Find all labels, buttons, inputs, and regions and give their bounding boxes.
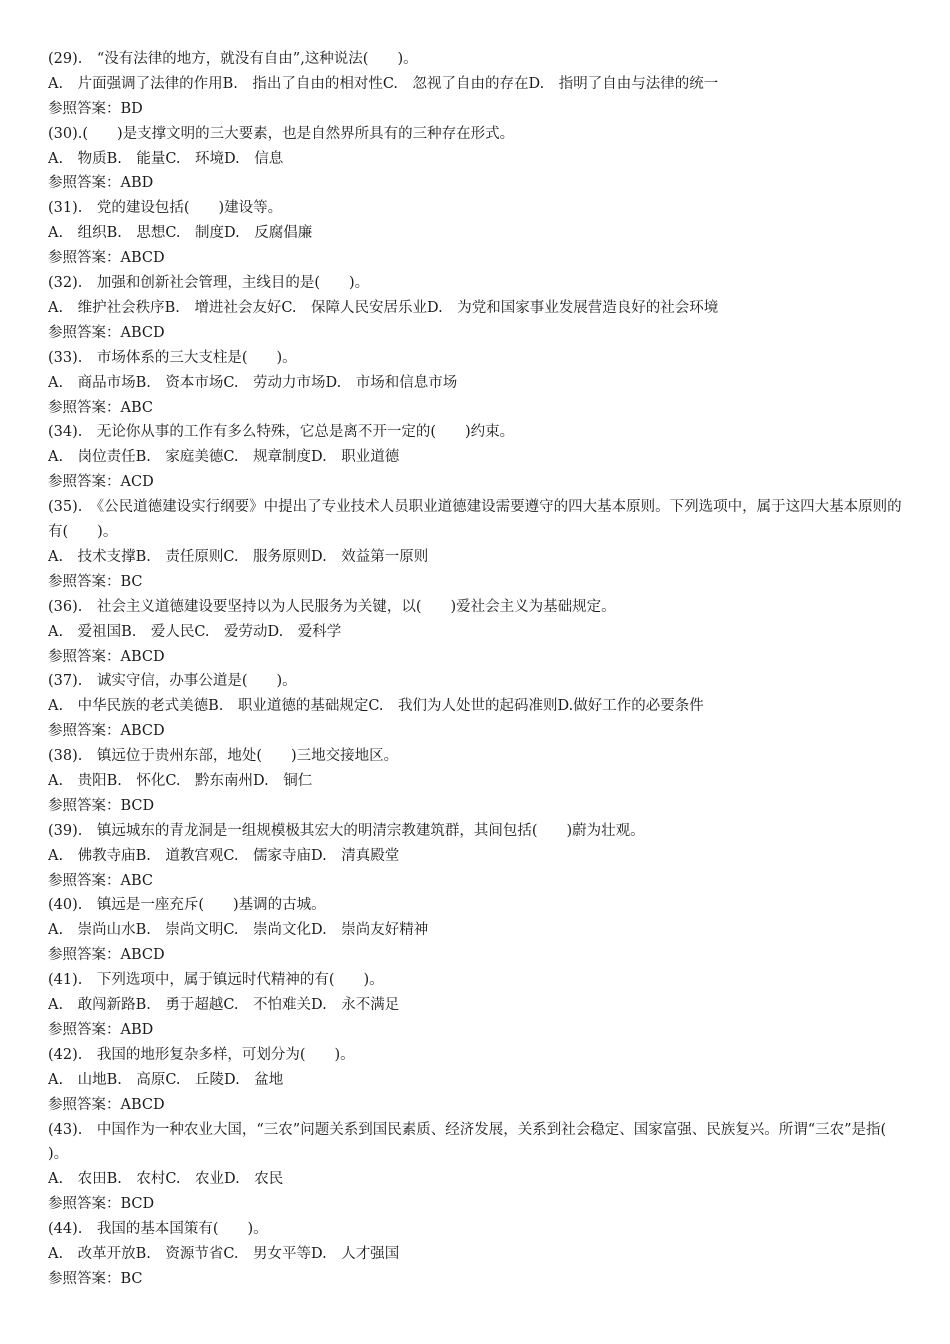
question-stem: (31). 党的建设包括( )建设等。 [48, 200, 283, 217]
question-block [48, 122, 910, 197]
reference-answer: 参照答案：BCD [48, 1196, 155, 1213]
question-block [48, 1217, 910, 1292]
question-stem: (37). 诚实守信，办事公道是( )。 [48, 673, 297, 690]
question-options: A. 农田B. 农村C. 农业D. 农民 [48, 1171, 284, 1188]
question-block [48, 47, 910, 122]
question-block [48, 669, 910, 744]
question-block [48, 1043, 910, 1118]
reference-answer: 参照答案：ABD [48, 175, 154, 192]
question-options: A. 敢闯新路B. 勇于超越C. 不怕难关D. 永不满足 [48, 997, 400, 1014]
question-block [48, 346, 910, 421]
question-options: A. 组织B. 思想C. 制度D. 反腐倡廉 [48, 225, 313, 242]
question-block [48, 271, 910, 346]
question-block [48, 744, 910, 819]
question-stem: (29). “没有法律的地方，就没有自由”,这种说法( )。 [48, 51, 418, 67]
question-stem: (32). 加强和创新社会管理，主线目的是( )。 [48, 275, 370, 292]
question-block [48, 420, 910, 495]
reference-answer: 参照答案：ABCD [48, 324, 165, 341]
question-stem: (33). 市场体系的三大支柱是( )。 [48, 349, 297, 366]
question-block [48, 1118, 916, 1218]
question-block [48, 893, 910, 968]
question-options: A. 片面强调了法律的作用B. 指出了自由的相对性C. 忽视了自由的存在D. 指明了自由与法律的统一 [48, 75, 719, 92]
reference-answer: 参照答案：ABCD [48, 947, 165, 964]
reference-answer: 参照答案：ABC [48, 872, 153, 889]
question-options: A. 崇尚山水B. 崇尚文明C. 崇尚文化D. 崇尚友好精神 [48, 922, 429, 939]
question-options: A. 商品市场B. 资本市场C. 劳动力市场D. 市场和信息市场 [48, 374, 458, 391]
question-stem: (39). 镇远城东的青龙洞是一组规模极其宏大的明清宗教建筑群，其间包括( )蔚为壮观。 [48, 822, 645, 839]
question-options: A. 中华民族的老式美德B. 职业道德的基础规定C. 我们为人处世的起码准则D.做好工作的必要条件 [48, 698, 704, 715]
question-options: A. 贵阳B. 怀化C. 黔东南州D. 铜仁 [48, 773, 313, 789]
question-stem: (44). 我国的基本国策有( )。 [48, 1221, 268, 1238]
reference-answer: 参照答案：ABCD [48, 648, 165, 665]
reference-answer: 参照答案：ABCD [48, 723, 165, 740]
document-body [48, 47, 916, 1292]
question-options: A. 维护社会秩序B. 增进社会友好C. 保障人民安居乐业D. 为党和国家事业发展营造良好的社会环境 [48, 299, 719, 316]
question-stem: (30).( )是支撑文明的三大要素，也是自然界所具有的三种存在形式。 [48, 125, 515, 142]
reference-answer: 参照答案：BC [48, 573, 143, 590]
question-options: A. 佛教寺庙B. 道教宫观C. 儒家寺庙D. 清真殿堂 [48, 847, 400, 864]
reference-answer: 参照答案：BCD [48, 797, 155, 814]
question-options: A. 爱祖国B. 爱人民C. 爱劳动D. 爱科学 [48, 623, 342, 640]
question-options: A. 岗位责任B. 家庭美德C. 规章制度D. 职业道德 [48, 449, 400, 466]
question-block [48, 196, 910, 271]
reference-answer: 参照答案：ABCD [48, 1096, 165, 1113]
question-stem: (42). 我国的地形复杂多样，可划分为( )。 [48, 1046, 355, 1063]
question-stem: (38). 镇远位于贵州东部，地处( )三地交接地区。 [48, 748, 399, 765]
reference-answer: 参照答案：ABC [48, 399, 153, 416]
question-options: A. 改革开放B. 资源节省C. 男女平等D. 人才强国 [48, 1246, 400, 1263]
reference-answer: 参照答案：ABD [48, 1021, 154, 1038]
question-options: A. 技术支撑B. 责任原则C. 服务原则D. 效益第一原则 [48, 548, 429, 565]
question-stem: (34). 无论你从事的工作有多么特殊，它总是离不开一定的( )约束。 [48, 424, 515, 441]
question-block [48, 819, 910, 894]
question-block [48, 495, 910, 595]
question-block [48, 968, 910, 1043]
reference-answer: 参照答案：ACD [48, 474, 154, 491]
question-options: A. 物质B. 能量C. 环境D. 信息 [48, 150, 284, 167]
reference-answer: 参照答案：BD [48, 100, 143, 117]
reference-answer: 参照答案：BC [48, 1270, 143, 1287]
reference-answer: 参照答案：ABCD [48, 250, 165, 267]
question-block [48, 595, 910, 670]
question-options: A. 山地B. 高原C. 丘陵D. 盆地 [48, 1071, 284, 1088]
question-stem: (43). 中国作为一种农业大国，“三农”问题关系到国民素质、经济发展，关系到社会稳定、国家富强、民族复兴。所谓“三农”是指( )。 [48, 1121, 916, 1163]
question-stem: (41). 下列选项中，属于镇远时代精神的有( )。 [48, 972, 384, 989]
question-stem: (36). 社会主义道德建设要坚持以为人民服务为关键，以( )爱社会主义为基础规定。 [48, 598, 616, 615]
question-stem: (35). 《公民道德建设实行纲要》中提出了专业技术人员职业道德建设需要遵守的四大基本原则。下列选项中，属于这四大基本原则的有( )。 [48, 499, 902, 541]
question-stem: (40). 镇远是一座充斥( )基调的古城。 [48, 897, 326, 914]
